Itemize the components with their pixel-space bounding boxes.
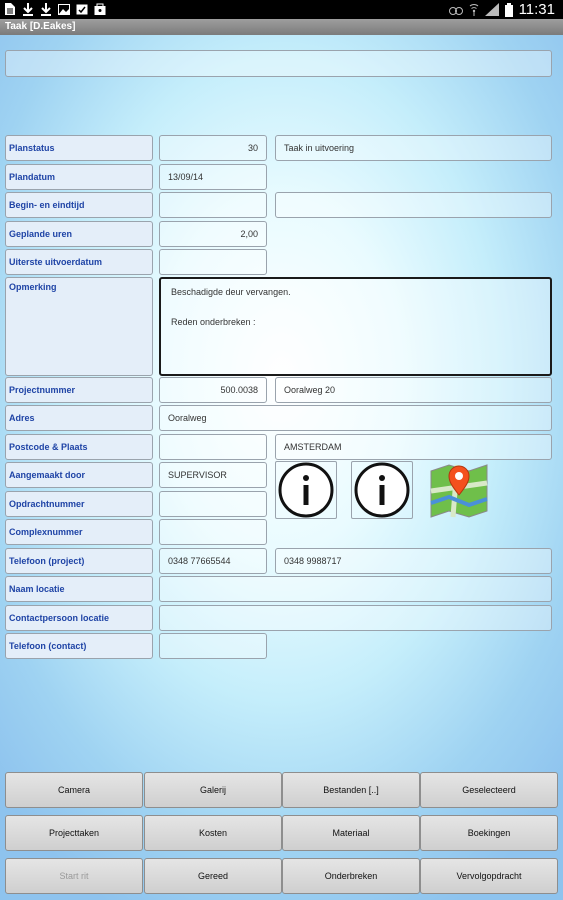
signal-icon — [485, 3, 499, 16]
telefoon-project-label: Telefoon (project) — [5, 548, 153, 574]
opmerking-textarea[interactable] — [159, 277, 552, 376]
telefoon-contact-field[interactable] — [159, 633, 267, 659]
projectnummer-field[interactable]: 500.0038 — [159, 377, 267, 403]
telefoon-project-field[interactable]: 0348 77665544 — [159, 548, 267, 574]
info-button-2[interactable] — [351, 461, 413, 519]
top-input-field[interactable] — [5, 50, 552, 77]
opmerking-line-1: Beschadigde deur vervangen. — [171, 287, 291, 297]
materiaal-button[interactable]: Materiaal — [282, 815, 420, 851]
checkbox-icon — [76, 2, 88, 16]
notification-icons — [4, 2, 106, 16]
onderbreken-button[interactable]: Onderbreken — [282, 858, 420, 894]
aangemaakt-door-field[interactable]: SUPERVISOR — [159, 462, 267, 488]
postcode-plaats-label: Postcode & Plaats — [5, 434, 153, 460]
opmerking-line-2: Reden onderbreken : — [171, 317, 256, 327]
geselecteerd-button[interactable]: Geselecteerd — [420, 772, 558, 808]
plandatum-field[interactable]: 13/09/14 — [159, 164, 267, 190]
begin-eindtijd-label: Begin- en eindtijd — [5, 192, 153, 218]
map-button[interactable] — [428, 461, 490, 519]
battery-icon — [505, 3, 513, 17]
document-icon — [4, 2, 16, 16]
start-rit-button[interactable]: Start rit — [5, 858, 143, 894]
telefoon-contact-label: Telefoon (contact) — [5, 633, 153, 659]
plandatum-label: Plandatum — [5, 164, 153, 190]
planstatus-description-field[interactable]: Taak in uitvoering — [275, 135, 552, 161]
planstatus-label: Planstatus — [5, 135, 153, 161]
projectnummer-label: Projectnummer — [5, 377, 153, 403]
begin-eindtijd-field-2[interactable] — [275, 192, 552, 218]
begin-eindtijd-field[interactable] — [159, 192, 267, 218]
gereed-button[interactable]: Gereed — [144, 858, 282, 894]
postcode-field[interactable] — [159, 434, 267, 460]
plaats-field[interactable]: AMSTERDAM — [275, 434, 552, 460]
naam-locatie-field[interactable] — [159, 576, 552, 602]
boekingen-button[interactable]: Boekingen — [420, 815, 558, 851]
projecttaken-button[interactable]: Projecttaken — [5, 815, 143, 851]
complexnummer-field[interactable] — [159, 519, 267, 545]
window-title: Taak [D.Eakes] — [0, 19, 563, 35]
bag-icon — [94, 2, 106, 16]
map-icon — [429, 461, 489, 519]
geplande-uren-label: Geplande uren — [5, 221, 153, 247]
planstatus-field[interactable]: 30 — [159, 135, 267, 161]
opmerking-label: Opmerking — [5, 277, 153, 376]
geplande-uren-field[interactable]: 2,00 — [159, 221, 267, 247]
naam-locatie-label: Naam locatie — [5, 576, 153, 602]
contactpersoon-locatie-label: Contactpersoon locatie — [5, 605, 153, 631]
galerij-button[interactable]: Galerij — [144, 772, 282, 808]
bestanden-button[interactable]: Bestanden [..] — [282, 772, 420, 808]
camera-button[interactable]: Camera — [5, 772, 143, 808]
adres-label: Adres — [5, 405, 153, 431]
project-name-field[interactable]: Ooralweg 20 — [275, 377, 552, 403]
info-icon — [353, 461, 411, 519]
opdrachtnummer-label: Opdrachtnummer — [5, 491, 153, 517]
uiterste-uitvoerdatum-label: Uiterste uitvoerdatum — [5, 249, 153, 275]
kosten-button[interactable]: Kosten — [144, 815, 282, 851]
info-button-1[interactable] — [275, 461, 337, 519]
vervolgopdracht-button[interactable]: Vervolgopdracht — [420, 858, 558, 894]
adres-field[interactable]: Ooralweg — [159, 405, 552, 431]
alarm-icon — [449, 4, 463, 16]
contactpersoon-locatie-field[interactable] — [159, 605, 552, 631]
telefoon-project-field-2[interactable]: 0348 9988717 — [275, 548, 552, 574]
image-icon — [58, 2, 70, 16]
info-icon — [277, 461, 335, 519]
opdrachtnummer-field[interactable] — [159, 491, 267, 517]
complexnummer-label: Complexnummer — [5, 519, 153, 545]
download-icon — [40, 2, 52, 16]
clock: 11:31 — [518, 1, 555, 18]
status-bar — [0, 0, 563, 19]
uiterste-uitvoerdatum-field[interactable] — [159, 249, 267, 275]
aangemaakt-door-label: Aangemaakt door — [5, 462, 153, 488]
wifi-icon — [469, 3, 479, 17]
download-icon — [22, 2, 34, 16]
